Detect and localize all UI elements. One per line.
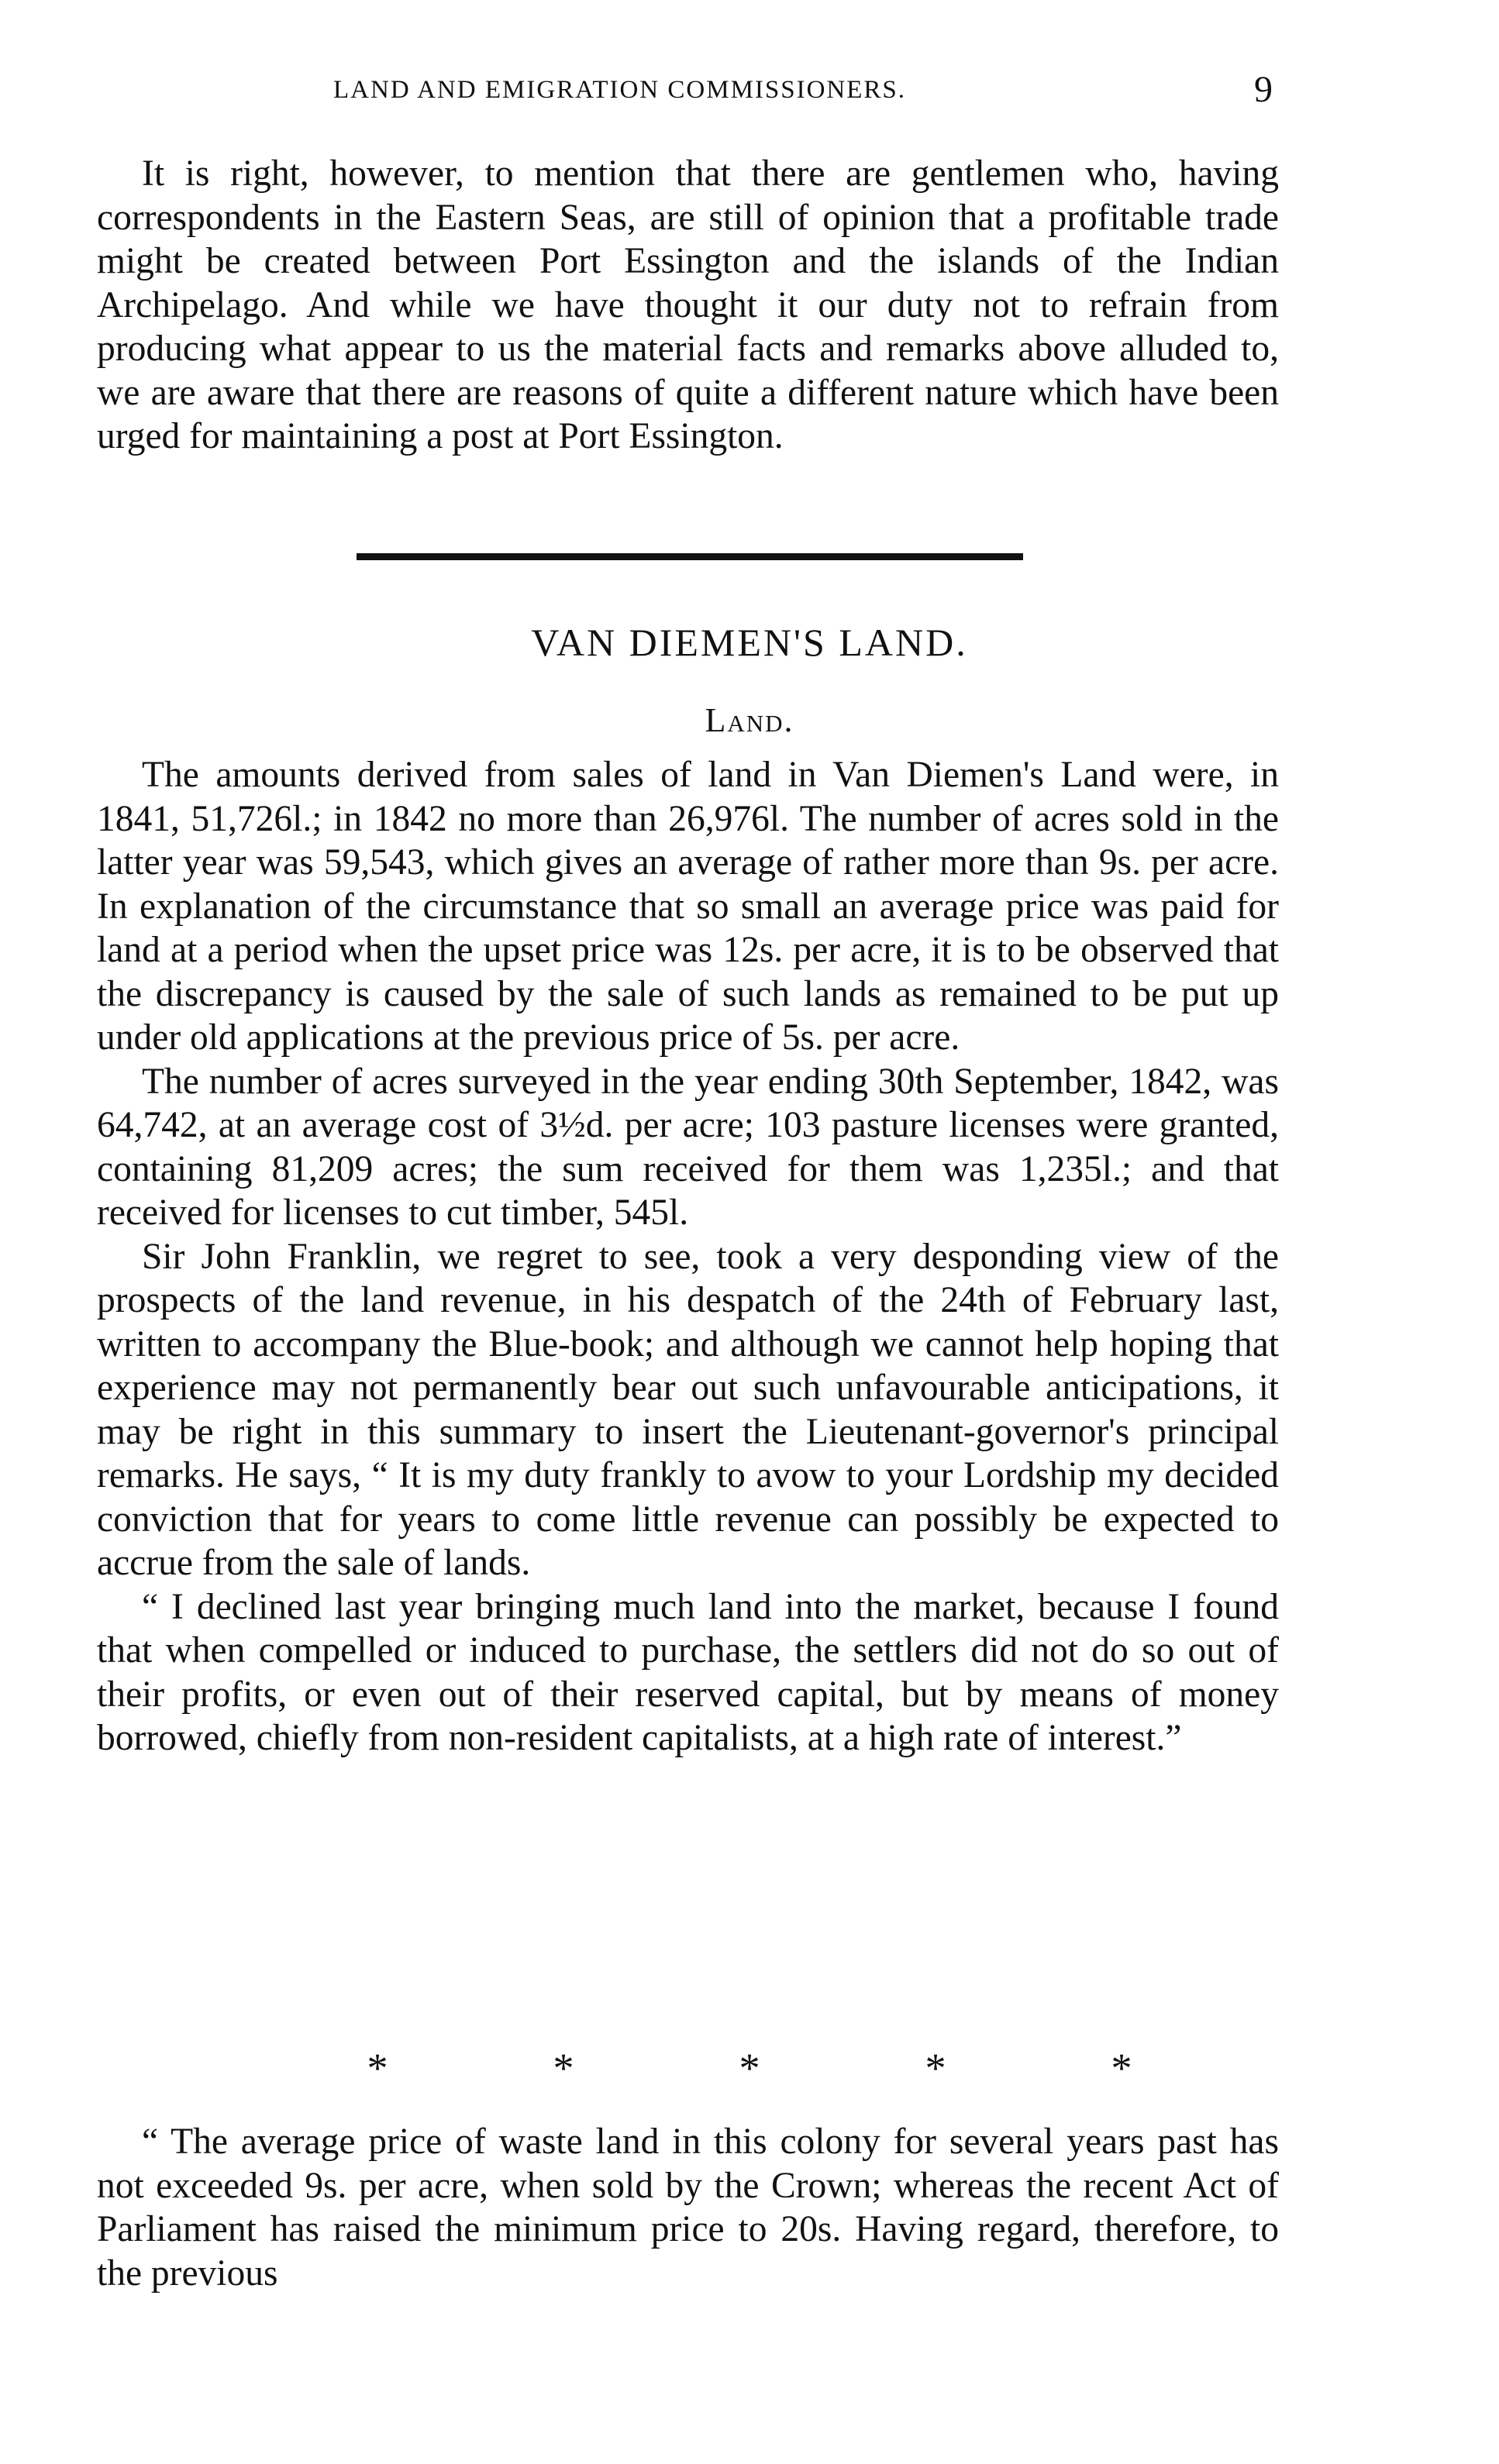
section-subheading: Land. bbox=[705, 701, 794, 739]
asterisk: * bbox=[367, 2045, 388, 2091]
section-heading: VAN DIEMEN'S LAND. bbox=[531, 621, 968, 664]
section-body bbox=[97, 753, 1279, 1760]
section-divider-rule bbox=[357, 553, 1023, 560]
asterisk: * bbox=[1111, 2045, 1132, 2091]
body-paragraph: Sir John Franklin, we regret to see, took a very desponding view of the prospects of the land revenue, in his despatch of the 24th of February last, written to accompany the Blue-book; and although we cannot help hoping that experience may not permanently bear out such unfavourable anticipations, it may be right in this summary to insert the Lieutenant-governor's principal remarks. He says, “ It is my duty frankly to avow to your Lordship my decided conviction that for years to come little revenue can possibly be expected to accrue from the sale of lands. bbox=[97, 1236, 1279, 1583]
body-paragraph: “ I declined last year bringing much land into the market, because I found that when compelled or induced to purchase, the settlers did not do so out of their profits, or even out of their reserved capital, but by means of money borrowed, chiefly from non-resident capitalists, at a high rate of interest.” bbox=[97, 1586, 1279, 1758]
body-paragraph: The amounts derived from sales of land in Van Diemen's Land were, in 1841, 51,726l.; in 1842 no more than 26,976l. The number of acres sold in the latter year was 59,543, which gives an average of rather more than 9s. per acre. In explanation of the circumstance that so small an average price was paid for land at a period when the upset price was 12s. per acre, it is to be observed that the discrepancy is caused by the sale of such lands as remained to be put up under old applications at the previous price of 5s. per acre. bbox=[97, 755, 1279, 1058]
closing-paragraph: “ The average price of waste land in this colony for several years past has not exceeded 9s. per acre, when sold by the Crown; whereas the recent Act of Parliament has raised the minimum price to 20s. Having regard, therefore, to the previous bbox=[97, 2122, 1279, 2294]
asterisk: * bbox=[925, 2045, 946, 2091]
asterism-break bbox=[0, 2044, 1499, 2092]
running-head bbox=[0, 71, 1499, 118]
running-title: LAND AND EMIGRATION COMMISSIONERS. bbox=[333, 76, 907, 104]
closing-text bbox=[97, 2120, 1279, 2295]
intro-paragraph: It is right, however, to mention that there are gentlemen who, having correspondents in the Eastern Seas, are still of opinion that a profitable trade might be created between Port Essington and the islands of the Indian Archipelago. And while we have thought it our duty not to refrain from producing what appear to us the material facts and remarks above alluded to, we are aware that there are reasons of quite a different nature which have been urged for maintaining a post at Port Essington. bbox=[97, 153, 1279, 456]
asterisk: * bbox=[739, 2045, 760, 2091]
page-number: 9 bbox=[1254, 69, 1273, 110]
body-paragraph: The number of acres surveyed in the year ending 30th September, 1842, was 64,742, at an average cost of 3½d. per acre; 103 pasture licenses were granted, containing 81,209 acres; the sum received for them was 1,235l.; and that received for licenses to cut timber, 545l. bbox=[97, 1061, 1279, 1233]
asterisk: * bbox=[553, 2045, 574, 2091]
intro-text bbox=[97, 152, 1279, 459]
